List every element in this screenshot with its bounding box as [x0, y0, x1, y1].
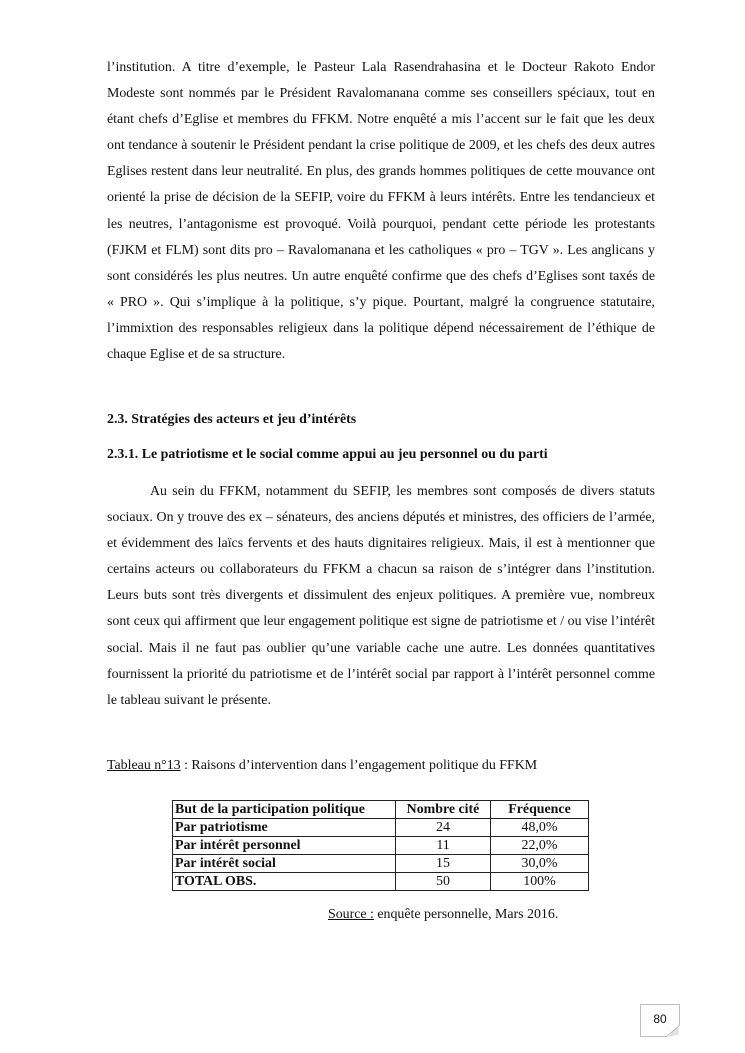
row-frequency: 22,0% [491, 837, 589, 855]
header-purpose: But de la participation politique [173, 801, 396, 819]
row-count: 24 [396, 819, 491, 837]
row-frequency: 48,0% [491, 819, 589, 837]
table-row-total [173, 873, 589, 891]
table-row [173, 837, 589, 855]
continuation-paragraph: l’institution. A titre d’exemple, le Pasteur Lala Rasendrahasina et le Docteur Rakoto Endor Modeste sont nommés par le Président Ravalomanana comme ses conseillers spéciaux, tout en étant chefs d’Eglise et membres du FFKM. Notre enquêté a mis l’accent sur le fait que les deux ont tendance à soutenir le Président pendant la crise politique de 2009, et les chefs des deux autres Eglises restent dans leur neutralité. En plus, des grands hommes politiques de cette mouvance ont orienté la prise de décision de la SEFIP, voire du FFKM à leurs intérêts. Entre les tendancieux et les neutres, l’antagonisme est provoqué. Voilà pourquoi, pendant cette période les protestants (FJKM et FLM) sont dits pro – Ravalomanana et les catholiques « pro – TGV ». Les anglicans y sont considérés les plus neutres. Un autre enquêté confirme que des chefs d’Eglises sont taxés de « PRO ». Qui s’implique à la politique, s’y pique. Pourtant, malgré la congruence statutaire, l’immixtion des responsables religieux dans la politique dépend nécessairement de l’éthique de chaque Eglise et de sa structure. [107, 60, 655, 363]
section-heading-2-3: 2.3. Stratégies des acteurs et jeu d’intérêts [107, 412, 357, 427]
row-frequency: 30,0% [491, 855, 589, 873]
row-label: Par intérêt social [173, 855, 396, 873]
page-number-box [640, 1004, 680, 1037]
table-caption [107, 758, 537, 774]
table-header-row [173, 801, 589, 819]
section-intro-paragraph: Au sein du FFKM, notamment du SEFIP, les membres sont composés de divers statuts sociaux. On y trouve des ex – sénateurs, des anciens députés et ministres, des officiers de l’armée, et évidemment des laïcs fervents et des hauts dignitaires religieux. Mais, il est à mentionner que certains acteurs ou collaborateurs du FFKM a chacun sa raison de s’intégrer dans l’institution. Leurs buts sont très divergents et dissimulent des enjeux politiques. A première vue, nombreux sont ceux qui affirment que leur engagement politique est signe de patriotisme et / ou vise l’intérêt social. Mais il ne faut pas oublier qu’une variable cache une autre. Les données quantitatives fournissent la priorité du patriotisme et de l’intérêt social par rapport à l’intérêt personnel comme le tableau suivant le présente. [107, 484, 655, 708]
table-row [173, 819, 589, 837]
subsection-heading-2-3-1: 2.3.1. Le patriotisme et le social comme appui au jeu personnel ou du parti [107, 447, 548, 462]
row-label: TOTAL OBS. [173, 873, 396, 891]
table-row [173, 855, 589, 873]
header-frequency: Fréquence [491, 801, 589, 819]
table-caption-text: : Raisons d’intervention dans l’engagement politique du FFKM [180, 758, 538, 773]
row-count: 50 [396, 873, 491, 891]
source-text: enquête personnelle, Mars 2016. [373, 907, 559, 922]
table-source [328, 907, 558, 923]
header-count: Nombre cité [396, 801, 491, 819]
reasons-table [172, 800, 589, 891]
source-label: Source : [328, 907, 374, 922]
row-count: 15 [396, 855, 491, 873]
row-label: Par intérêt personnel [173, 837, 396, 855]
row-label: Par patriotisme [173, 819, 396, 837]
row-count: 11 [396, 837, 491, 855]
row-frequency: 100% [491, 873, 589, 891]
page-curl-icon [666, 1025, 680, 1037]
page-number: 80 [653, 1012, 667, 1026]
table-caption-label: Tableau n°13 [107, 758, 181, 773]
